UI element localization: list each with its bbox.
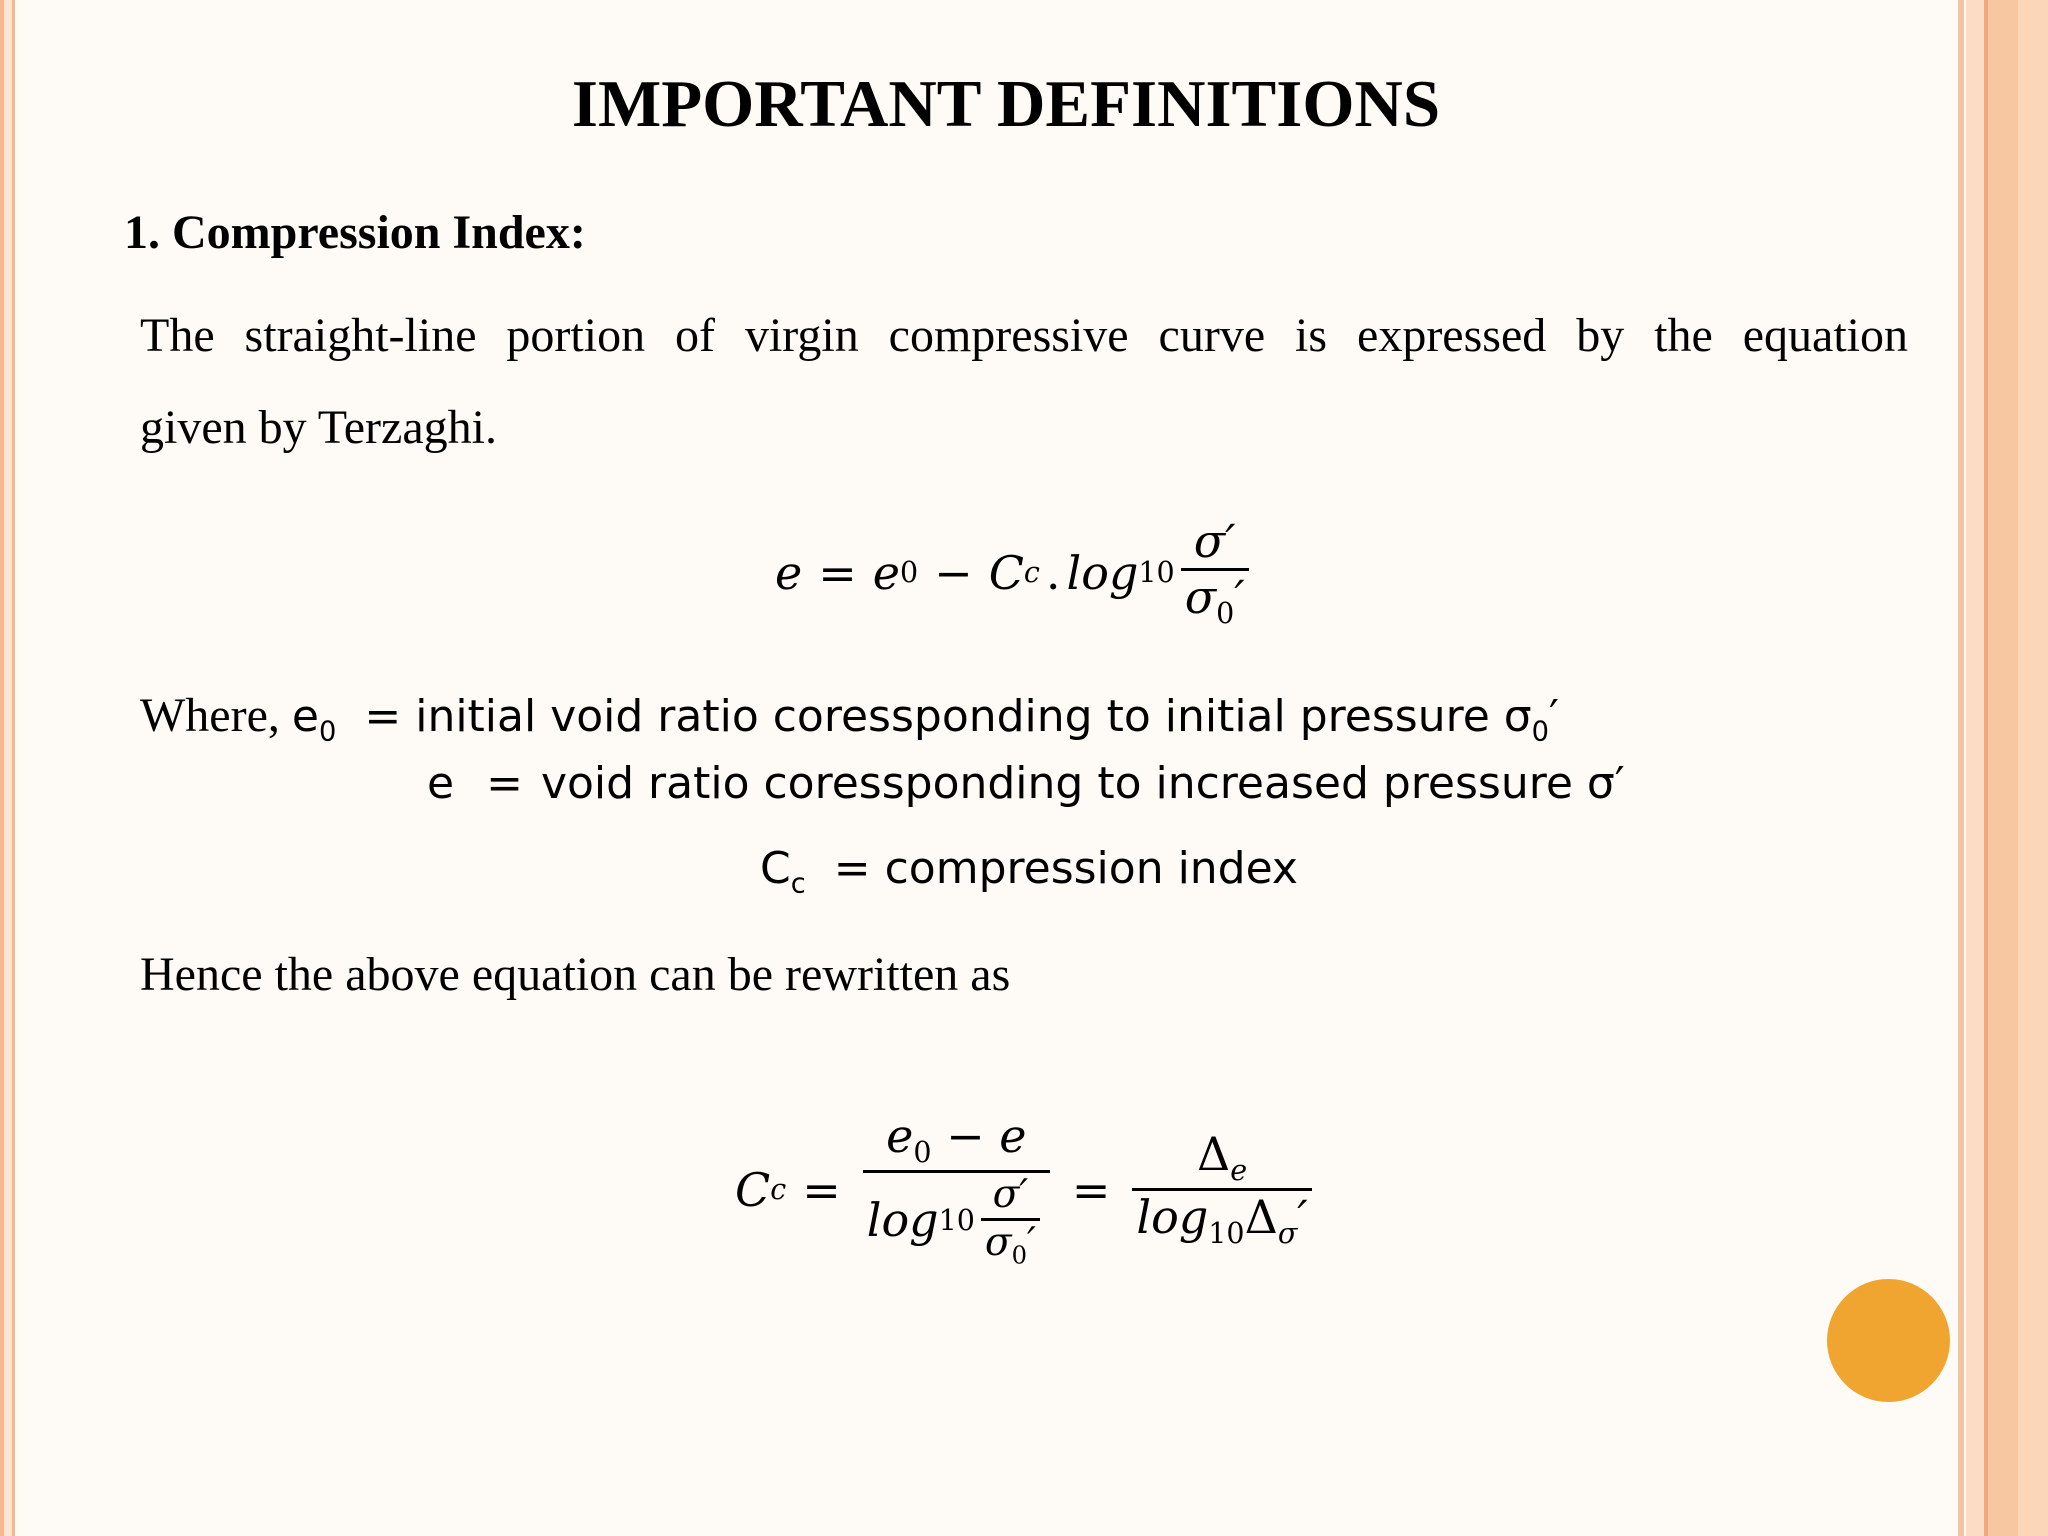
- def-text: void ratio coressponding to increased pressure σ′: [540, 758, 1625, 809]
- def-symbol: C: [760, 843, 791, 894]
- eq-operator: =: [818, 545, 857, 600]
- eq-symbol: C: [988, 545, 1024, 600]
- definition-line: e = void ratio coressponding to increased pressure σ′: [427, 758, 1625, 809]
- eq-numerator: σ′: [1193, 514, 1236, 568]
- def-text: initial void ratio coressponding to initial pressure σ: [415, 691, 1532, 742]
- intro-line: given by Terzaghi.: [140, 401, 497, 454]
- section-heading: 1. Compression Index:: [124, 206, 586, 259]
- eq-denominator: $\log_{10}\Delta_\sigma'$: [1136, 1190, 1308, 1250]
- eq-symbol: C: [735, 1162, 771, 1217]
- border-stripe: [4, 0, 12, 1536]
- border-stripe: [1988, 0, 2018, 1536]
- eq-subscript: 10: [1138, 556, 1175, 590]
- slide-title: IMPORTANT DEFINITIONS: [571, 67, 1441, 141]
- eq-fraction: [1132, 1128, 1311, 1251]
- eq-denominator: $\sigma_0'$: [1184, 569, 1245, 630]
- decorative-circle: [1827, 1279, 1950, 1402]
- border-stripe: [2018, 0, 2048, 1536]
- rewrite-text: Hence the above equation can be rewritten as: [140, 948, 1011, 1001]
- eq-operator: =: [802, 1162, 841, 1217]
- eq-denominator: log 10 $\frac{\sigma'}{\sigma_0'}$: [863, 1173, 1050, 1269]
- definition-line: $C_c$ = compression index: [760, 843, 1298, 900]
- eq-symbol: e: [775, 545, 803, 600]
- eq-operator: =: [1071, 1162, 1111, 1217]
- eq-operator: −: [934, 545, 973, 600]
- border-stripe: [1958, 0, 1964, 1536]
- eq-numerator: $e_0 - e$: [886, 1109, 1027, 1169]
- border-stripe: [1966, 0, 1984, 1536]
- eq-symbol: e: [872, 545, 901, 600]
- eq-subscript: 0: [900, 556, 919, 590]
- definition-line: Where, $e_0$ = initial void ratio coressponding to initial pressure $\sigma_0'$: [140, 689, 1560, 748]
- eq-subscript: c: [1023, 556, 1040, 590]
- eq-numerator: $\Delta_e$: [1197, 1127, 1248, 1188]
- intro-line: The straight-line portion of virgin compressive curve is expressed by the equation: [140, 309, 1908, 362]
- terzaghi-equation: [775, 515, 1255, 631]
- def-symbol: e: [291, 691, 319, 742]
- compression-index-equation: C c = $e_0 - e$ log 10 $\frac{\sigma'}{\sigma_0'}$ = $\frac{\Delta_e}{\log_{10}\Delta_\sigma'}$: [735, 1110, 1318, 1269]
- eq-operator: .: [1045, 545, 1061, 600]
- border-stripe: [12, 0, 15, 1536]
- intro-paragraph: [140, 290, 1908, 474]
- eq-fraction: [1181, 515, 1249, 631]
- def-text: compression index: [884, 843, 1298, 894]
- eq-fraction: [863, 1110, 1050, 1269]
- eq-log: log: [1066, 545, 1139, 600]
- def-symbol: e: [427, 758, 455, 809]
